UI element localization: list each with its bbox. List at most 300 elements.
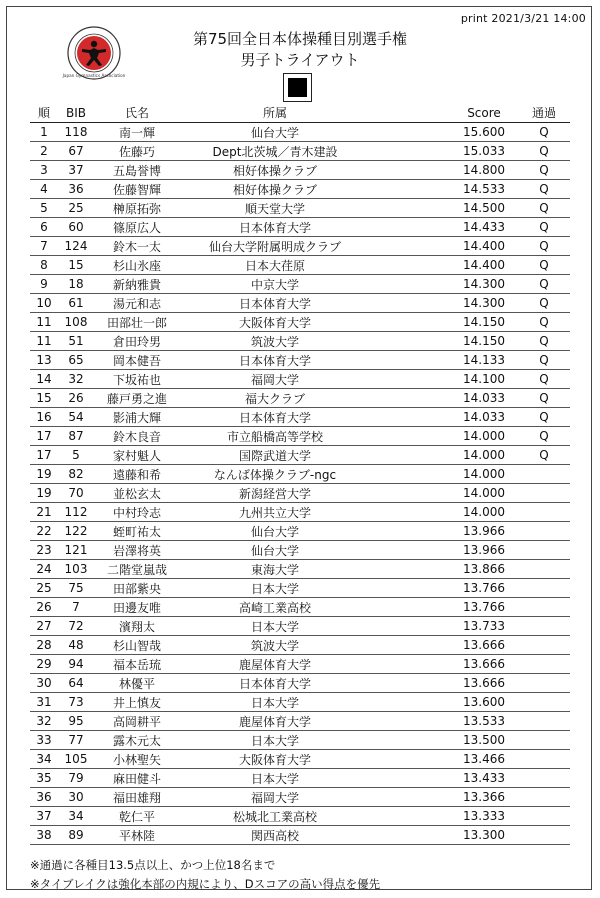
cell-pass: Q <box>518 161 570 180</box>
cell-bib: 61 <box>58 294 94 313</box>
cell-name: 五島誉博 <box>94 161 180 180</box>
cell-affiliation: 日本大荏原 <box>180 256 370 275</box>
cell-score: 13.966 <box>450 541 518 560</box>
table-row <box>30 484 570 503</box>
cell-rank: 33 <box>30 731 58 750</box>
cell-affiliation: 日本体育大学 <box>180 408 370 427</box>
cell-rank: 24 <box>30 560 58 579</box>
cell-bib: 89 <box>58 826 94 845</box>
cell-bib: 15 <box>58 256 94 275</box>
cell-score: 13.533 <box>450 712 518 731</box>
header-bib: BIB <box>58 103 94 123</box>
cell-name: 高岡耕平 <box>94 712 180 731</box>
cell-score: 14.000 <box>450 484 518 503</box>
cell-spacer <box>370 465 450 484</box>
cell-rank: 23 <box>30 541 58 560</box>
table-row <box>30 541 570 560</box>
cell-affiliation: なんば体操クラブ-ngc <box>180 465 370 484</box>
cell-name: 田邊友唯 <box>94 598 180 617</box>
cell-name: 露木元太 <box>94 731 180 750</box>
table-row <box>30 693 570 712</box>
cell-score: 14.000 <box>450 446 518 465</box>
table-row <box>30 636 570 655</box>
cell-name: 林優平 <box>94 674 180 693</box>
table-row <box>30 313 570 332</box>
cell-bib: 32 <box>58 370 94 389</box>
cell-pass <box>518 674 570 693</box>
cell-rank: 8 <box>30 256 58 275</box>
cell-pass <box>518 731 570 750</box>
cell-affiliation: 日本体育大学 <box>180 294 370 313</box>
cell-score: 14.133 <box>450 351 518 370</box>
cell-spacer <box>370 788 450 807</box>
cell-affiliation: 筑波大学 <box>180 332 370 351</box>
cell-affiliation: 日本体育大学 <box>180 351 370 370</box>
cell-pass: Q <box>518 275 570 294</box>
cell-score: 14.150 <box>450 332 518 351</box>
cell-rank: 13 <box>30 351 58 370</box>
cell-name: 福田雄翔 <box>94 788 180 807</box>
cell-affiliation: 東海大学 <box>180 560 370 579</box>
table-row <box>30 256 570 275</box>
cell-bib: 121 <box>58 541 94 560</box>
cell-affiliation: 仙台大学附属明成クラブ <box>180 237 370 256</box>
cell-pass <box>518 712 570 731</box>
cell-pass: Q <box>518 294 570 313</box>
cell-score: 14.400 <box>450 237 518 256</box>
cell-pass <box>518 655 570 674</box>
header-affiliation: 所属 <box>180 103 370 123</box>
cell-score: 13.366 <box>450 788 518 807</box>
table-row <box>30 731 570 750</box>
cell-bib: 72 <box>58 617 94 636</box>
notes <box>30 856 380 894</box>
cell-score: 14.433 <box>450 218 518 237</box>
table-header-row <box>30 103 570 123</box>
cell-rank: 2 <box>30 142 58 161</box>
cell-score: 13.333 <box>450 807 518 826</box>
cell-spacer <box>370 180 450 199</box>
cell-spacer <box>370 332 450 351</box>
cell-pass <box>518 522 570 541</box>
table-row <box>30 674 570 693</box>
cell-pass: Q <box>518 370 570 389</box>
cell-bib: 48 <box>58 636 94 655</box>
cell-rank: 3 <box>30 161 58 180</box>
cell-bib: 54 <box>58 408 94 427</box>
cell-affiliation: 日本体育大学 <box>180 674 370 693</box>
cell-pass <box>518 769 570 788</box>
cell-spacer <box>370 199 450 218</box>
table-row <box>30 446 570 465</box>
cell-name: 影浦大輝 <box>94 408 180 427</box>
cell-score: 13.666 <box>450 674 518 693</box>
cell-score: 15.033 <box>450 142 518 161</box>
cell-rank: 25 <box>30 579 58 598</box>
cell-name: 下坂祐也 <box>94 370 180 389</box>
table-row <box>30 750 570 769</box>
cell-affiliation: 仙台大学 <box>180 522 370 541</box>
cell-bib: 82 <box>58 465 94 484</box>
cell-spacer <box>370 142 450 161</box>
cell-affiliation: 中京大学 <box>180 275 370 294</box>
cell-spacer <box>370 826 450 845</box>
cell-affiliation: 大阪体育大学 <box>180 313 370 332</box>
table-row <box>30 180 570 199</box>
header-spacer <box>370 103 450 123</box>
cell-affiliation: 筑波大学 <box>180 636 370 655</box>
cell-rank: 27 <box>30 617 58 636</box>
cell-rank: 32 <box>30 712 58 731</box>
header-pass: 通過 <box>518 103 570 123</box>
cell-score: 14.533 <box>450 180 518 199</box>
cell-rank: 11 <box>30 332 58 351</box>
cell-rank: 7 <box>30 237 58 256</box>
cell-spacer <box>370 598 450 617</box>
cell-rank: 22 <box>30 522 58 541</box>
cell-affiliation: 大阪体育大学 <box>180 750 370 769</box>
cell-name: 中村玲志 <box>94 503 180 522</box>
table-row <box>30 769 570 788</box>
cell-score: 14.500 <box>450 199 518 218</box>
cell-pass <box>518 541 570 560</box>
cell-name: 鈴木良音 <box>94 427 180 446</box>
cell-name: 二階堂嵐哉 <box>94 560 180 579</box>
cell-name: 田部壮一郎 <box>94 313 180 332</box>
cell-affiliation: 相好体操クラブ <box>180 161 370 180</box>
cell-name: 新納雅貴 <box>94 275 180 294</box>
cell-affiliation: 仙台大学 <box>180 123 370 142</box>
cell-bib: 87 <box>58 427 94 446</box>
cell-spacer <box>370 275 450 294</box>
cell-pass: Q <box>518 332 570 351</box>
cell-name: 藤戸勇之進 <box>94 389 180 408</box>
cell-score: 14.000 <box>450 465 518 484</box>
table-row <box>30 389 570 408</box>
cell-pass <box>518 826 570 845</box>
cell-bib: 7 <box>58 598 94 617</box>
cell-pass: Q <box>518 256 570 275</box>
table-row <box>30 465 570 484</box>
cell-rank: 17 <box>30 446 58 465</box>
cell-name: 小林聖矢 <box>94 750 180 769</box>
cell-name: 濱翔太 <box>94 617 180 636</box>
cell-pass: Q <box>518 427 570 446</box>
logo-text: Japan Gymnastics Association <box>62 73 126 78</box>
cell-bib: 73 <box>58 693 94 712</box>
cell-affiliation: 福大クラブ <box>180 389 370 408</box>
page-subtitle: 男子トライアウト <box>240 51 360 69</box>
header-score: Score <box>450 103 518 123</box>
cell-affiliation: 市立船橋高等学校 <box>180 427 370 446</box>
table-row <box>30 142 570 161</box>
cell-score: 14.800 <box>450 161 518 180</box>
cell-rank: 4 <box>30 180 58 199</box>
cell-name: 家村魁人 <box>94 446 180 465</box>
cell-pass <box>518 693 570 712</box>
cell-rank: 38 <box>30 826 58 845</box>
cell-score: 13.666 <box>450 655 518 674</box>
cell-bib: 95 <box>58 712 94 731</box>
cell-bib: 5 <box>58 446 94 465</box>
cell-name: 井上慎友 <box>94 693 180 712</box>
table-row <box>30 294 570 313</box>
cell-pass <box>518 788 570 807</box>
cell-score: 14.000 <box>450 503 518 522</box>
cell-pass: Q <box>518 237 570 256</box>
cell-score: 13.300 <box>450 826 518 845</box>
cell-pass <box>518 807 570 826</box>
cell-pass: Q <box>518 446 570 465</box>
table-row <box>30 199 570 218</box>
cell-bib: 37 <box>58 161 94 180</box>
table-row <box>30 560 570 579</box>
cell-score: 14.300 <box>450 275 518 294</box>
cell-spacer <box>370 579 450 598</box>
cell-name: 佐藤智輝 <box>94 180 180 199</box>
cell-bib: 30 <box>58 788 94 807</box>
cell-bib: 118 <box>58 123 94 142</box>
cell-score: 13.766 <box>450 579 518 598</box>
cell-score: 14.000 <box>450 427 518 446</box>
cell-score: 13.666 <box>450 636 518 655</box>
cell-spacer <box>370 674 450 693</box>
black-square-mark <box>283 73 312 102</box>
cell-bib: 34 <box>58 807 94 826</box>
cell-rank: 19 <box>30 465 58 484</box>
cell-pass <box>518 503 570 522</box>
cell-bib: 79 <box>58 769 94 788</box>
cell-spacer <box>370 294 450 313</box>
cell-bib: 94 <box>58 655 94 674</box>
cell-name: 篠原広人 <box>94 218 180 237</box>
cell-score: 14.100 <box>450 370 518 389</box>
table-row <box>30 807 570 826</box>
cell-bib: 64 <box>58 674 94 693</box>
cell-rank: 9 <box>30 275 58 294</box>
cell-spacer <box>370 161 450 180</box>
cell-affiliation: 日本大学 <box>180 769 370 788</box>
cell-spacer <box>370 408 450 427</box>
cell-rank: 37 <box>30 807 58 826</box>
table-row <box>30 788 570 807</box>
cell-pass: Q <box>518 218 570 237</box>
cell-affiliation: 松城北工業高校 <box>180 807 370 826</box>
cell-rank: 15 <box>30 389 58 408</box>
cell-score: 13.733 <box>450 617 518 636</box>
cell-pass <box>518 750 570 769</box>
cell-affiliation: 日本体育大学 <box>180 218 370 237</box>
cell-rank: 30 <box>30 674 58 693</box>
cell-affiliation: 日本大学 <box>180 617 370 636</box>
cell-name: 湯元和志 <box>94 294 180 313</box>
cell-spacer <box>370 560 450 579</box>
cell-rank: 31 <box>30 693 58 712</box>
cell-score: 14.300 <box>450 294 518 313</box>
cell-pass <box>518 636 570 655</box>
cell-pass: Q <box>518 180 570 199</box>
header-name: 氏名 <box>94 103 180 123</box>
cell-rank: 17 <box>30 427 58 446</box>
cell-affiliation: 日本大学 <box>180 579 370 598</box>
cell-bib: 26 <box>58 389 94 408</box>
cell-rank: 34 <box>30 750 58 769</box>
cell-bib: 25 <box>58 199 94 218</box>
cell-name: 田部紫央 <box>94 579 180 598</box>
cell-spacer <box>370 237 450 256</box>
cell-affiliation: 日本大学 <box>180 693 370 712</box>
cell-bib: 75 <box>58 579 94 598</box>
cell-spacer <box>370 807 450 826</box>
cell-spacer <box>370 522 450 541</box>
cell-pass <box>518 560 570 579</box>
cell-rank: 11 <box>30 313 58 332</box>
cell-name: 遠藤和希 <box>94 465 180 484</box>
cell-pass: Q <box>518 389 570 408</box>
cell-affiliation: 鹿屋体育大学 <box>180 655 370 674</box>
table-row <box>30 123 570 142</box>
note-tiebreak: ※タイブレイクは強化本部の内規により、Dスコアの高い得点を優先 <box>30 877 381 891</box>
cell-score: 13.433 <box>450 769 518 788</box>
cell-affiliation: 高崎工業高校 <box>180 598 370 617</box>
cell-affiliation: 新潟経営大学 <box>180 484 370 503</box>
cell-affiliation: 鹿屋体育大学 <box>180 712 370 731</box>
cell-bib: 51 <box>58 332 94 351</box>
cell-name: 杉山氷座 <box>94 256 180 275</box>
cell-name: 岡本健吾 <box>94 351 180 370</box>
print-date: print 2021/3/21 14:00 <box>460 12 586 25</box>
cell-score: 13.966 <box>450 522 518 541</box>
cell-affiliation: 福岡大学 <box>180 788 370 807</box>
cell-rank: 28 <box>30 636 58 655</box>
cell-pass: Q <box>518 123 570 142</box>
note-qualification: ※通過に各種目13.5点以上、かつ上位18名まで <box>30 858 276 872</box>
cell-score: 13.500 <box>450 731 518 750</box>
cell-score: 14.150 <box>450 313 518 332</box>
cell-spacer <box>370 256 450 275</box>
table-row <box>30 503 570 522</box>
table-row <box>30 617 570 636</box>
cell-bib: 67 <box>58 142 94 161</box>
table-row <box>30 598 570 617</box>
cell-spacer <box>370 750 450 769</box>
cell-pass <box>518 484 570 503</box>
cell-spacer <box>370 351 450 370</box>
cell-spacer <box>370 218 450 237</box>
cell-score: 13.600 <box>450 693 518 712</box>
cell-bib: 60 <box>58 218 94 237</box>
cell-pass <box>518 579 570 598</box>
page-title: 第75回全日本体操種目別選手権 <box>192 30 408 48</box>
cell-spacer <box>370 769 450 788</box>
table-row <box>30 427 570 446</box>
cell-affiliation: 関西高校 <box>180 826 370 845</box>
cell-affiliation: Dept北茨城／青木建設 <box>180 142 370 161</box>
cell-spacer <box>370 484 450 503</box>
cell-bib: 77 <box>58 731 94 750</box>
cell-affiliation: 仙台大学 <box>180 541 370 560</box>
cell-bib: 36 <box>58 180 94 199</box>
table-row <box>30 370 570 389</box>
cell-spacer <box>370 541 450 560</box>
cell-affiliation: 九州共立大学 <box>180 503 370 522</box>
header-rank: 順 <box>30 103 58 123</box>
cell-affiliation: 日本大学 <box>180 731 370 750</box>
cell-rank: 36 <box>30 788 58 807</box>
cell-rank: 35 <box>30 769 58 788</box>
cell-pass: Q <box>518 351 570 370</box>
cell-rank: 5 <box>30 199 58 218</box>
cell-rank: 1 <box>30 123 58 142</box>
cell-bib: 108 <box>58 313 94 332</box>
cell-name: 並松玄太 <box>94 484 180 503</box>
cell-name: 蛭町祐太 <box>94 522 180 541</box>
cell-name: 麻田健斗 <box>94 769 180 788</box>
cell-rank: 10 <box>30 294 58 313</box>
cell-rank: 21 <box>30 503 58 522</box>
cell-pass <box>518 465 570 484</box>
cell-score: 15.600 <box>450 123 518 142</box>
cell-affiliation: 国際武道大学 <box>180 446 370 465</box>
cell-bib: 112 <box>58 503 94 522</box>
cell-name: 福本岳琉 <box>94 655 180 674</box>
cell-rank: 29 <box>30 655 58 674</box>
table-row <box>30 522 570 541</box>
cell-name: 南一輝 <box>94 123 180 142</box>
cell-bib: 18 <box>58 275 94 294</box>
table-row <box>30 655 570 674</box>
cell-spacer <box>370 370 450 389</box>
cell-spacer <box>370 712 450 731</box>
table-row <box>30 351 570 370</box>
cell-score: 14.033 <box>450 389 518 408</box>
cell-name: 倉田玲男 <box>94 332 180 351</box>
table-row <box>30 579 570 598</box>
table-row <box>30 332 570 351</box>
cell-spacer <box>370 313 450 332</box>
cell-spacer <box>370 389 450 408</box>
cell-rank: 14 <box>30 370 58 389</box>
cell-rank: 26 <box>30 598 58 617</box>
results-table <box>30 103 570 845</box>
cell-spacer <box>370 655 450 674</box>
cell-name: 平林陸 <box>94 826 180 845</box>
cell-affiliation: 福岡大学 <box>180 370 370 389</box>
cell-name: 岩澤将英 <box>94 541 180 560</box>
cell-score: 14.033 <box>450 408 518 427</box>
cell-bib: 122 <box>58 522 94 541</box>
cell-name: 佐藤巧 <box>94 142 180 161</box>
cell-affiliation: 順天堂大学 <box>180 199 370 218</box>
cell-bib: 65 <box>58 351 94 370</box>
cell-spacer <box>370 123 450 142</box>
cell-bib: 103 <box>58 560 94 579</box>
table-row <box>30 408 570 427</box>
cell-score: 13.866 <box>450 560 518 579</box>
cell-rank: 6 <box>30 218 58 237</box>
cell-spacer <box>370 693 450 712</box>
cell-pass: Q <box>518 199 570 218</box>
cell-name: 榊原拓弥 <box>94 199 180 218</box>
cell-rank: 16 <box>30 408 58 427</box>
table-row <box>30 712 570 731</box>
cell-bib: 124 <box>58 237 94 256</box>
table-row <box>30 275 570 294</box>
cell-score: 13.466 <box>450 750 518 769</box>
cell-pass: Q <box>518 142 570 161</box>
cell-spacer <box>370 636 450 655</box>
cell-bib: 105 <box>58 750 94 769</box>
